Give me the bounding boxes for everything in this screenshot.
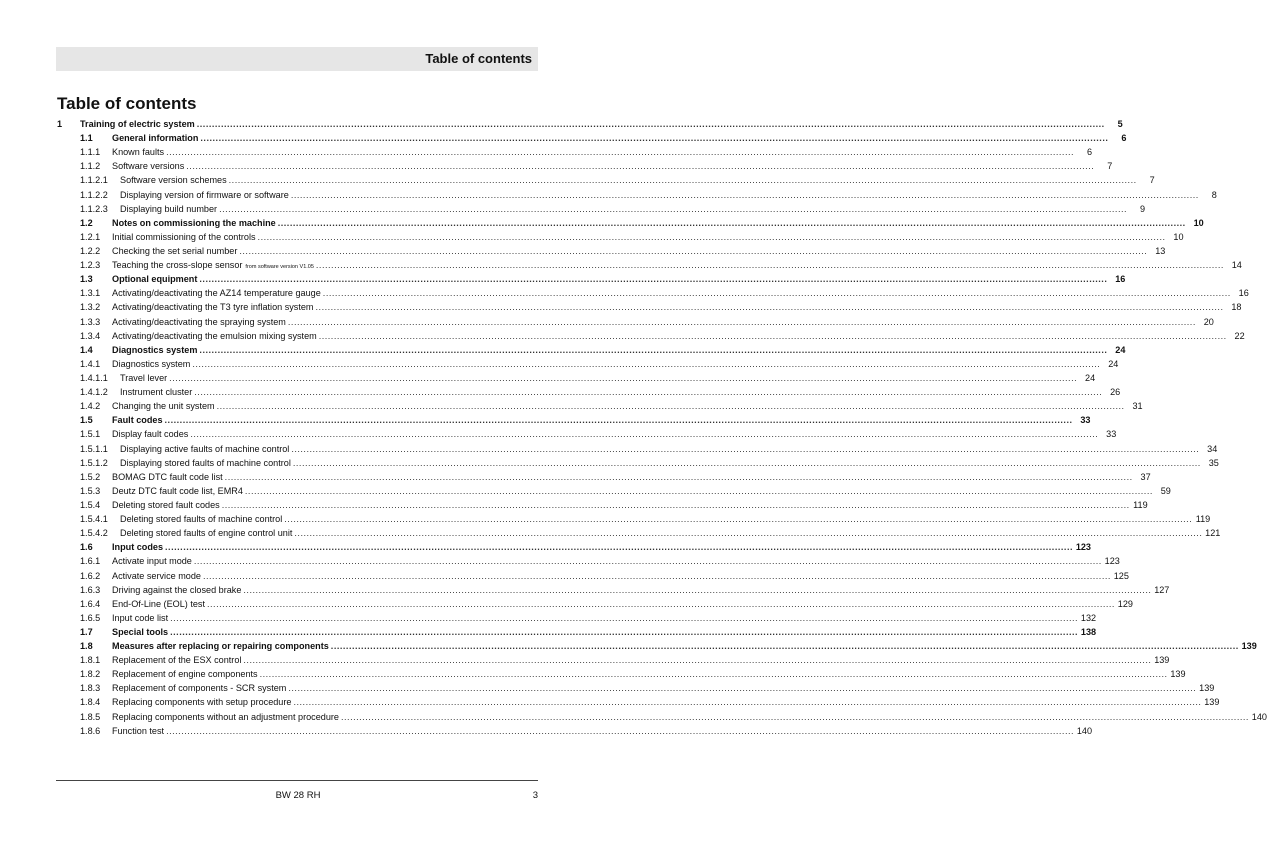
- toc-entry-number: 1.2.2: [80, 245, 101, 256]
- toc-entry-number: 1.5.1: [80, 429, 101, 440]
- toc-entry-title: Deleting stored faults of engine control unit: [120, 528, 293, 539]
- toc-entry-number: 1.6.4: [80, 598, 101, 609]
- toc-entry[interactable]: [57, 173, 1155, 187]
- toc-entry-page: 121: [1205, 528, 1221, 539]
- toc-entry-title: Notes on commissioning the machine: [112, 217, 276, 228]
- toc-leader-dots: ............................................................................................................................................................................................................................................................................................................: [315, 260, 1224, 271]
- toc-entry-title: General information: [112, 133, 199, 144]
- toc-entry-number: 1.1.2.3: [80, 203, 108, 214]
- toc-leader-dots: ............................................................................................................................................................................................................................................................................................................: [169, 372, 1078, 383]
- toc-leader-dots: ............................................................................................................................................................................................................................................................................................................: [294, 528, 1203, 539]
- toc-entry-page: 139: [1199, 683, 1215, 694]
- toc-entry-title: Displaying version of firmware or software: [120, 189, 289, 200]
- toc-entry-title: Deleting stored fault codes: [112, 499, 220, 510]
- toc-leader-dots: ............................................................................................................................................................................................................................................................................................................: [170, 626, 1079, 637]
- toc-entry[interactable]: [57, 216, 1204, 230]
- toc-entry-number: 1.5.1.1: [80, 443, 108, 454]
- toc-entry-title: Driving against the closed brake: [112, 584, 242, 595]
- toc-entry-page: 34: [1207, 443, 1218, 454]
- footer-model: BW 28 RH: [275, 790, 321, 801]
- toc-entry-title: Activating/deactivating the emulsion mixing system: [112, 330, 317, 341]
- toc-entry[interactable]: [57, 315, 1214, 329]
- toc-entry-page: 140: [1076, 725, 1093, 736]
- toc-leader-dots: ............................................................................................................................................................................................................................................................................................................: [259, 669, 1168, 680]
- toc-entry-number: 1.4.1.1: [80, 372, 108, 383]
- toc-leader-dots: ............................................................................................................................................................................................................................................................................................................: [277, 217, 1186, 228]
- toc-entry[interactable]: [57, 385, 1121, 399]
- toc-entry-page: 10: [1173, 231, 1184, 242]
- toc-entry-page: 123: [1075, 542, 1091, 553]
- toc-entry-title: Activate service mode: [112, 570, 201, 581]
- toc-entry-page: 24: [1115, 344, 1126, 355]
- toc-leader-dots: ............................................................................................................................................................................................................................................................................................................: [243, 584, 1152, 595]
- toc-entry-number: 1.3.4: [80, 330, 101, 341]
- toc-entry-page: 138: [1080, 626, 1097, 637]
- toc-entry[interactable]: [57, 710, 1267, 724]
- toc-entry-number: 1.5.4.1: [80, 514, 108, 525]
- toc-entry[interactable]: [57, 583, 1170, 597]
- toc-leader-dots: ............................................................................................................................................................................................................................................................................................................: [330, 641, 1239, 652]
- toc-entry-title: Deutz DTC fault code list, EMR4: [112, 485, 243, 496]
- toc-entry-page: 16: [1238, 288, 1249, 299]
- toc-entry[interactable]: [57, 512, 1211, 526]
- toc-entry-page: 18: [1231, 302, 1242, 313]
- toc-entry-number: 1.8.2: [80, 669, 101, 680]
- toc-entry[interactable]: [57, 427, 1117, 441]
- toc-entry-page: 140: [1251, 711, 1267, 722]
- toc-leader-dots: ............................................................................................................................................................................................................................................................................................................: [165, 542, 1073, 553]
- toc-entry-title: Displaying build number: [120, 203, 218, 214]
- toc-entry-title: Optional equipment: [112, 274, 198, 285]
- toc-entry-number: 1.4.2: [80, 401, 101, 412]
- toc-leader-dots: ............................................................................................................................................................................................................................................................................................................: [291, 443, 1200, 454]
- toc-leader-dots: ............................................................................................................................................................................................................................................................................................................: [196, 119, 1105, 129]
- toc-entry-number: 1.1.2.2: [80, 189, 108, 200]
- toc-entry-title: End-Of-Line (EOL) test: [112, 598, 205, 609]
- toc-leader-dots: ............................................................................................................................................................................................................................................................................................................: [239, 245, 1148, 256]
- toc-leader-dots: ............................................................................................................................................................................................................................................................................................................: [200, 133, 1109, 144]
- toc-entry[interactable]: [57, 117, 1123, 131]
- toc-entry-number: 1.8: [80, 641, 93, 652]
- toc-entry[interactable]: [57, 540, 1091, 554]
- toc-entry-page: 119: [1133, 499, 1148, 510]
- toc-leader-dots: ............................................................................................................................................................................................................................................................................................................: [170, 612, 1079, 623]
- toc-entry-page: 139: [1154, 655, 1170, 666]
- toc-entry-title: Diagnostics system: [112, 358, 191, 369]
- toc-entry-title: Travel lever: [120, 372, 168, 383]
- toc-entry-page: 119: [1195, 514, 1211, 525]
- toc-entry[interactable]: [57, 695, 1220, 709]
- toc-entry-title: Special tools: [112, 626, 169, 637]
- toc-leader-dots: ............................................................................................................................................................................................................................................................................................................: [199, 344, 1108, 355]
- toc-entry[interactable]: [57, 611, 1097, 625]
- toc-entry-title: Activating/deactivating the spraying system: [112, 316, 286, 327]
- toc-entry-page: 125: [1113, 570, 1129, 581]
- toc-entry-number: 1.5.4.2: [80, 528, 108, 539]
- toc-leader-dots: ............................................................................................................................................................................................................................................................................................................: [318, 330, 1227, 341]
- toc-entry-note: from software version V1.05: [245, 264, 314, 271]
- toc-entry-page: 31: [1132, 401, 1143, 412]
- toc-entry-title: Replacing components without an adjustment procedure: [112, 711, 339, 722]
- toc-entry[interactable]: [57, 159, 1113, 173]
- toc-entry[interactable]: [57, 653, 1170, 667]
- toc-entry[interactable]: [57, 470, 1151, 484]
- toc-entry[interactable]: [57, 724, 1093, 738]
- toc-entry-page: 22: [1234, 330, 1245, 341]
- toc-entry-page: 14: [1231, 260, 1242, 271]
- toc-entry[interactable]: [57, 300, 1242, 314]
- toc-leader-dots: ............................................................................................................................................................................................................................................................................................................: [224, 471, 1133, 482]
- toc-entry[interactable]: [57, 244, 1166, 258]
- toc-entry-number: 1.8.6: [80, 725, 101, 736]
- toc-entry-title: Known faults: [112, 147, 165, 158]
- toc-entry-title: Instrument cluster: [120, 387, 193, 398]
- toc-entry[interactable]: [57, 357, 1119, 371]
- toc-entry-page: 9: [1139, 203, 1146, 214]
- toc-entry-page: 26: [1110, 387, 1121, 398]
- toc-leader-dots: ............................................................................................................................................................................................................................................................................................................: [287, 316, 1196, 327]
- toc-entry-number: 1.3: [80, 274, 93, 285]
- toc-entry-number: 1.3.1: [80, 288, 101, 299]
- toc-entry-title: Fault codes: [112, 415, 163, 426]
- toc-entry-number: 1.3.3: [80, 316, 101, 327]
- toc-entry-number: 1.2: [80, 217, 93, 228]
- toc-entry-number: 1.8.4: [80, 697, 101, 708]
- toc-entry-page: 33: [1080, 415, 1091, 426]
- toc-entry-number: 1.6.1: [80, 556, 101, 567]
- toc-entry-number: 1.8.3: [80, 683, 101, 694]
- toc-entry[interactable]: [57, 258, 1242, 272]
- toc-entry-number: 1.8.5: [80, 711, 101, 722]
- toc-entry-page: 7: [1107, 161, 1113, 172]
- toc-entry-number: 1.4: [80, 344, 93, 355]
- toc-leader-dots: ............................................................................................................................................................................................................................................................................................................: [228, 175, 1137, 186]
- toc-entry[interactable]: [57, 597, 1133, 611]
- toc-entry-page: 20: [1203, 316, 1214, 327]
- toc-entry-title: Changing the unit system: [112, 401, 215, 412]
- toc-entry-title: Displaying stored faults of machine control: [120, 457, 291, 468]
- toc-leader-dots: ............................................................................................................................................................................................................................................................................................................: [244, 485, 1153, 496]
- toc-entry-title: Replacement of components - SCR system: [112, 683, 287, 694]
- toc-entry-page: 139: [1241, 641, 1257, 652]
- toc-entry-title: Function test: [112, 725, 165, 736]
- toc-entry-page: 6: [1086, 147, 1093, 158]
- toc-entry[interactable]: [57, 667, 1186, 681]
- toc-entry-number: 1.1: [80, 133, 93, 144]
- toc-entry[interactable]: [57, 625, 1097, 639]
- toc-entry-number: 1.4.1: [80, 358, 101, 369]
- footer-page-number: 3: [532, 790, 538, 801]
- toc-entry[interactable]: [57, 145, 1093, 159]
- toc-entry-page: 6: [1121, 133, 1127, 144]
- toc-entry-title: Software versions: [112, 161, 185, 172]
- toc-leader-dots: ............................................................................................................................................................................................................................................................................................................: [243, 655, 1152, 666]
- toc-entry-number: 1.5.2: [80, 471, 101, 482]
- toc-entry-number: 1.1.1: [80, 147, 101, 158]
- toc-leader-dots: ............................................................................................................................................................................................................................................................................................................: [202, 570, 1111, 581]
- toc-entry[interactable]: [57, 329, 1245, 343]
- toc-entry-title: Teaching the cross-slope sensor: [112, 260, 243, 271]
- running-header: [56, 47, 538, 71]
- toc-leader-dots: ............................................................................................................................................................................................................................................................................................................: [166, 725, 1075, 736]
- toc-leader-dots: ............................................................................................................................................................................................................................................................................................................: [192, 358, 1101, 369]
- toc-entry[interactable]: [57, 371, 1096, 385]
- toc-entry-page: 59: [1160, 485, 1171, 496]
- toc-entry-title: Diagnostics system: [112, 344, 198, 355]
- toc-entry[interactable]: [57, 639, 1257, 653]
- toc-leader-dots: ............................................................................................................................................................................................................................................................................................................: [190, 429, 1099, 440]
- toc-entry-page: 16: [1115, 274, 1126, 285]
- toc-leader-dots: ............................................................................................................................................................................................................................................................................................................: [193, 556, 1102, 567]
- toc-leader-dots: ............................................................................................................................................................................................................................................................................................................: [284, 514, 1193, 525]
- toc-entry-page: 7: [1149, 175, 1155, 186]
- toc-leader-dots: ............................................................................................................................................................................................................................................................................................................: [186, 161, 1095, 172]
- toc-entry[interactable]: [57, 442, 1218, 456]
- toc-entry-page: 132: [1080, 612, 1097, 623]
- toc-leader-dots: ............................................................................................................................................................................................................................................................................................................: [219, 203, 1128, 214]
- toc-entry[interactable]: [57, 272, 1126, 286]
- toc-entry-page: 37: [1140, 471, 1151, 482]
- toc-entry-number: 1.3.2: [80, 302, 101, 313]
- table-of-contents: [57, 117, 1267, 738]
- toc-entry[interactable]: [57, 343, 1126, 357]
- toc-leader-dots: ............................................................................................................................................................................................................................................................................................................: [288, 683, 1197, 694]
- toc-entry-title: Software version schemes: [120, 175, 227, 186]
- toc-leader-dots: ............................................................................................................................................................................................................................................................................................................: [293, 697, 1202, 708]
- toc-entry-title: Input codes: [112, 542, 164, 553]
- toc-entry-page: 24: [1108, 358, 1119, 369]
- toc-entry-page: 24: [1085, 372, 1096, 383]
- toc-leader-dots: ............................................................................................................................................................................................................................................................................................................: [207, 598, 1115, 609]
- toc-entry[interactable]: [57, 202, 1146, 216]
- toc-entry-title: Deleting stored faults of machine control: [120, 514, 283, 525]
- toc-leader-dots: ............................................................................................................................................................................................................................................................................................................: [194, 387, 1103, 398]
- toc-entry[interactable]: [57, 286, 1249, 300]
- toc-entry-title: Replacing components with setup procedure: [112, 697, 292, 708]
- toc-leader-dots: ............................................................................................................................................................................................................................................................................................................: [340, 711, 1249, 722]
- toc-entry-title: Activating/deactivating the AZ14 temperature gauge: [112, 288, 321, 299]
- toc-entry-number: 1.1.2.1: [80, 175, 108, 186]
- toc-entry-page: 129: [1117, 598, 1133, 609]
- toc-entry[interactable]: [57, 413, 1091, 427]
- toc-entry[interactable]: [57, 681, 1215, 695]
- toc-entry-number: 1.6.3: [80, 584, 101, 595]
- toc-entry[interactable]: [57, 456, 1219, 470]
- toc-entry-title: Checking the set serial number: [112, 245, 238, 256]
- toc-entry-title: Display fault codes: [112, 429, 189, 440]
- toc-entry-page: 8: [1211, 189, 1217, 200]
- toc-entry-title: BOMAG DTC fault code list: [112, 471, 223, 482]
- toc-leader-dots: ............................................................................................................................................................................................................................................................................................................: [216, 401, 1125, 412]
- toc-entry-number: 1.5: [80, 415, 93, 426]
- toc-leader-dots: ............................................................................................................................................................................................................................................................................................................: [257, 231, 1166, 242]
- toc-leader-dots: ............................................................................................................................................................................................................................................................................................................: [221, 499, 1130, 510]
- toc-entry-title: Replacement of engine components: [112, 669, 258, 680]
- toc-entry-title: Input code list: [112, 612, 169, 623]
- toc-entry-number: 1.6.5: [80, 612, 101, 623]
- toc-entry[interactable]: [57, 569, 1129, 583]
- toc-leader-dots: ............................................................................................................................................................................................................................................................................................................: [290, 189, 1199, 200]
- toc-entry-title: Activate input mode: [112, 556, 192, 567]
- page-title: Table of contents: [57, 94, 197, 113]
- toc-leader-dots: ............................................................................................................................................................................................................................................................................................................: [166, 147, 1075, 158]
- toc-entry-title: Training of electric system: [80, 119, 195, 129]
- toc-leader-dots: ............................................................................................................................................................................................................................................................................................................: [315, 302, 1224, 313]
- running-header-title: Table of contents: [425, 51, 532, 66]
- toc-entry[interactable]: [57, 131, 1127, 145]
- toc-entry-title: Initial commissioning of the controls: [112, 231, 256, 242]
- toc-entry-number: 1.5.3: [80, 485, 101, 496]
- toc-entry-page: 139: [1170, 669, 1186, 680]
- toc-entry[interactable]: [57, 498, 1148, 512]
- toc-entry-number: 1.5.4: [80, 499, 101, 510]
- toc-entry-number: 1.4.1.2: [80, 387, 108, 398]
- toc-entry-number: 1.6.2: [80, 570, 101, 581]
- toc-entry-page: 10: [1193, 217, 1204, 228]
- toc-entry-page: 5: [1117, 119, 1123, 129]
- toc-entry-title: Replacement of the ESX control: [112, 655, 242, 666]
- toc-entry-page: 13: [1155, 245, 1166, 256]
- toc-entry[interactable]: [57, 484, 1171, 498]
- toc-leader-dots: ............................................................................................................................................................................................................................................................................................................: [322, 288, 1231, 299]
- toc-entry-page: 139: [1204, 697, 1220, 708]
- toc-leader-dots: ............................................................................................................................................................................................................................................................................................................: [292, 457, 1201, 468]
- toc-entry[interactable]: [57, 230, 1184, 244]
- toc-entry[interactable]: [57, 554, 1120, 568]
- toc-entry-number: 1: [57, 119, 63, 129]
- toc-entry[interactable]: [57, 526, 1221, 540]
- toc-entry-number: 1.2.1: [80, 231, 101, 242]
- toc-entry-number: 1.2.3: [80, 260, 101, 271]
- toc-entry[interactable]: [57, 188, 1217, 202]
- toc-entry-title: Displaying active faults of machine control: [120, 443, 290, 454]
- toc-entry-page: 127: [1154, 584, 1170, 595]
- toc-entry-number: 1.5.1.2: [80, 457, 108, 468]
- toc-entry-page: 35: [1208, 457, 1219, 468]
- toc-entry-number: 1.6: [80, 542, 93, 553]
- toc-entry[interactable]: [57, 399, 1143, 413]
- toc-entry-number: 1.8.1: [80, 655, 101, 666]
- toc-entry-number: 1.1.2: [80, 161, 101, 172]
- toc-entry-title: Measures after replacing or repairing components: [112, 641, 329, 652]
- toc-entry-number: 1.7: [80, 626, 93, 637]
- toc-entry-page: 123: [1104, 556, 1120, 567]
- toc-leader-dots: ............................................................................................................................................................................................................................................................................................................: [164, 415, 1073, 426]
- toc-entry-page: 33: [1106, 429, 1117, 440]
- toc-leader-dots: ............................................................................................................................................................................................................................................................................................................: [199, 274, 1108, 285]
- toc-entry-title: Activating/deactivating the T3 tyre inflation system: [112, 302, 314, 313]
- footer-divider: [56, 780, 538, 781]
